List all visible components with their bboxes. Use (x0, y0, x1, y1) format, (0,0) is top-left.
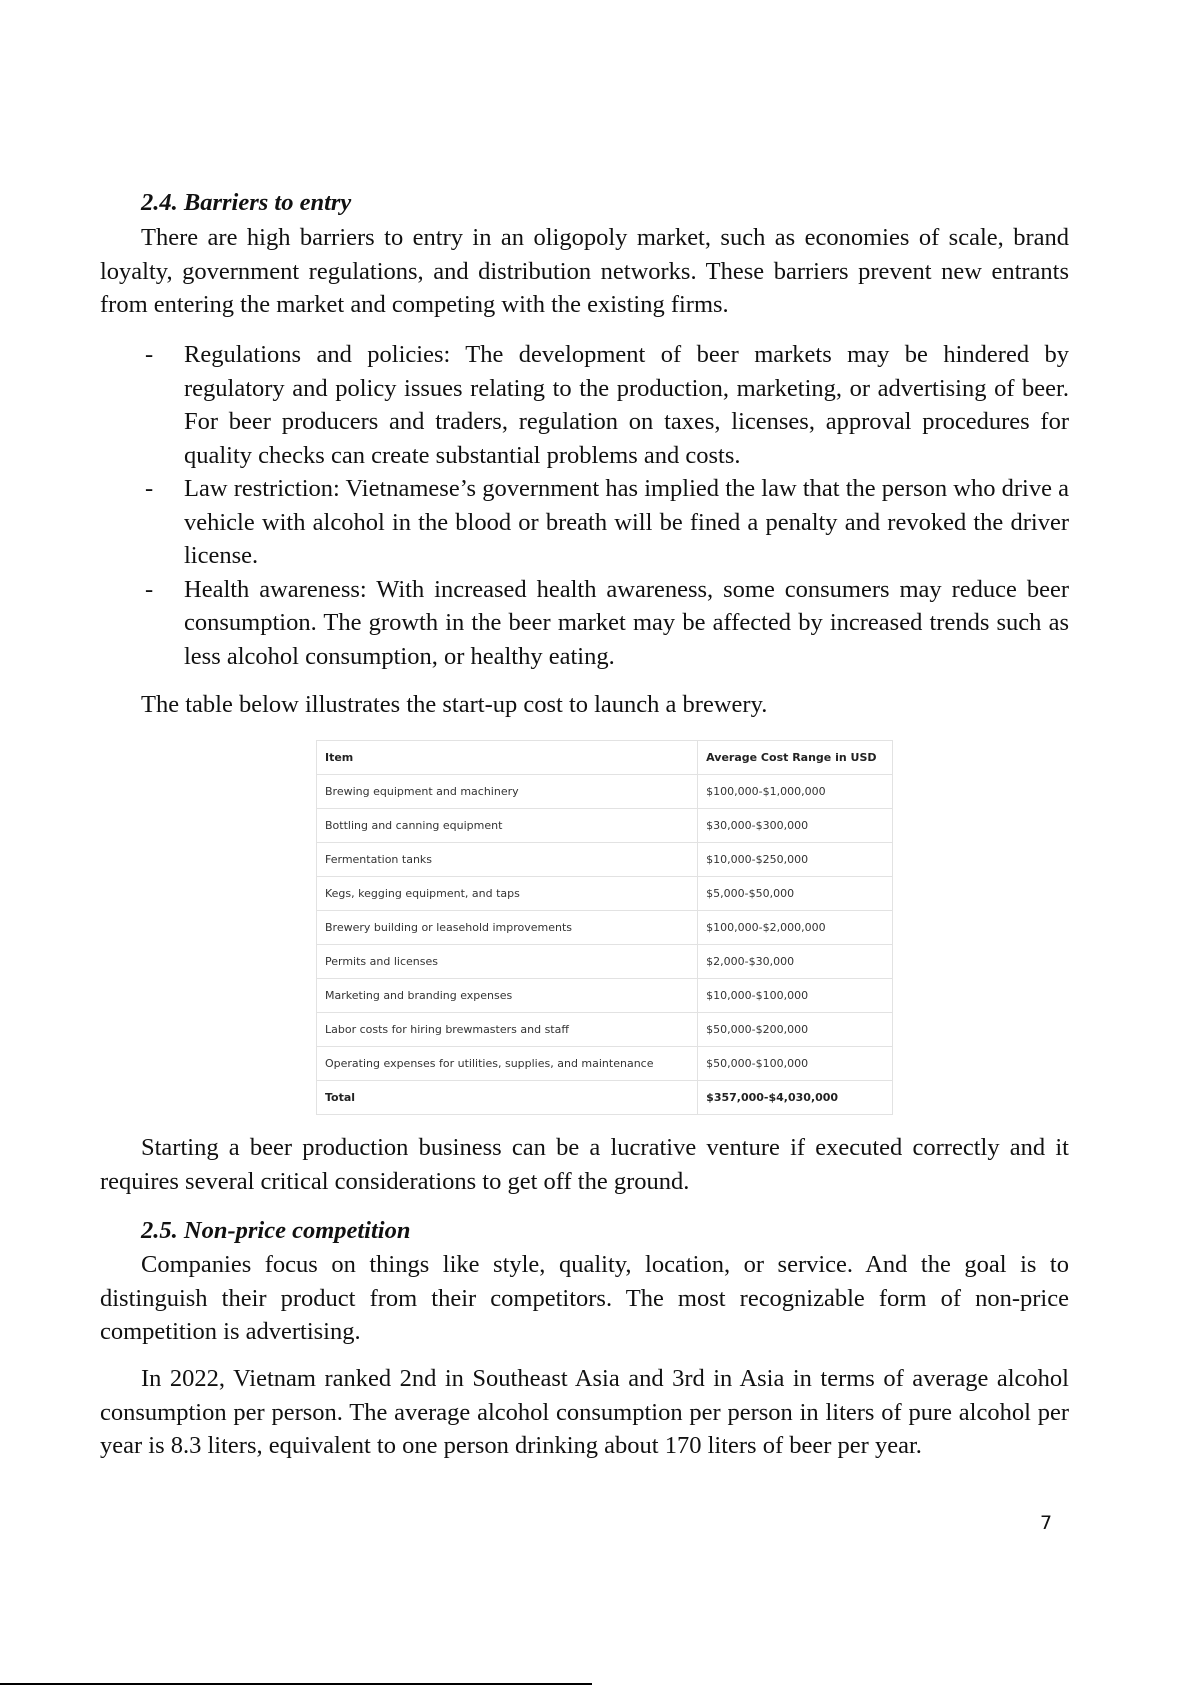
cost-cell: $50,000-$200,000 (698, 1013, 893, 1047)
alcohol-consumption-paragraph: In 2022, Vietnam ranked 2nd in Southeast Asia and 3rd in Asia in terms of average alcohol consumption per person. The average alcohol consumption per person in liters of pure alcohol per year is 8.3 liters, equivalent to one person drinking about 170 liters of beer per year. (100, 1365, 1069, 1459)
table-row (317, 911, 893, 945)
bullet-law-restriction (145, 472, 1069, 573)
cost-cell: $50,000-$100,000 (698, 1047, 893, 1081)
column-header-item: Item (317, 741, 698, 775)
table-row (317, 877, 893, 911)
total-label-cell: Total (317, 1081, 698, 1115)
table-row (317, 1013, 893, 1047)
barriers-bullet-list (145, 338, 1069, 673)
startup-conclusion-paragraph: Starting a beer production business can be a lucrative venture if executed correctly and it requires several critical considerations to get off the ground. (100, 1134, 1069, 1195)
section-heading-non-price-competition: 2.5. Non-price competition (141, 1217, 411, 1244)
non-price-paragraph: Companies focus on things like style, quality, location, or service. And the goal is to distinguish their product from their competitors. The most recognizable form of non-price competition is advertising. (100, 1251, 1069, 1345)
table-row (317, 809, 893, 843)
item-cell: Labor costs for hiring brewmasters and staff (317, 1013, 698, 1047)
item-cell: Marketing and branding expenses (317, 979, 698, 1013)
column-header-cost-range: Average Cost Range in USD (698, 741, 893, 775)
startup-cost-table (316, 740, 893, 1115)
table-total-row (317, 1081, 893, 1115)
item-cell: Fermentation tanks (317, 843, 698, 877)
table-row (317, 1047, 893, 1081)
table-row (317, 775, 893, 809)
section-heading-barriers-to-entry: 2.4. Barriers to entry (141, 189, 352, 216)
page-number: 7 (1040, 1512, 1053, 1534)
cost-cell: $100,000-$1,000,000 (698, 775, 893, 809)
cost-cell: $10,000-$250,000 (698, 843, 893, 877)
bullet-marker: - (145, 475, 154, 502)
cost-cell: $5,000-$50,000 (698, 877, 893, 911)
barriers-intro-paragraph: There are high barriers to entry in an oligopoly market, such as economies of scale, brand loyalty, government regulations, and distribution networks. These barriers prevent new entrants from entering the market and competing with the existing firms. (100, 224, 1069, 318)
table-header-row (317, 741, 893, 775)
item-cell: Permits and licenses (317, 945, 698, 979)
table-row (317, 843, 893, 877)
table-row (317, 945, 893, 979)
bullet-marker: - (145, 575, 154, 603)
cost-cell: $10,000-$100,000 (698, 979, 893, 1013)
table-intro-paragraph: The table below illustrates the start-up cost to launch a brewery. (141, 691, 768, 718)
cost-cell: $2,000-$30,000 (698, 945, 893, 979)
total-cost-cell: $357,000-$4,030,000 (698, 1081, 893, 1115)
bullet-text: Law restriction: Vietnamese’s government has implied the law that the person who drive a vehicle with alcohol in the blood or breath will be fined a penalty and revoked the driver license. (184, 475, 1069, 569)
item-cell: Kegs, kegging equipment, and taps (317, 877, 698, 911)
bullet-text: Regulations and policies: The development of beer markets may be hindered by regulatory and policy issues relating to the production, marketing, or advertising of beer. For beer producers and traders, regulation on taxes, licenses, approval procedures for quality checks can create substantial problems and costs. (184, 341, 1069, 469)
item-cell: Brewing equipment and machinery (317, 775, 698, 809)
bullet-regulations-and-policies (145, 338, 1069, 472)
item-cell: Bottling and canning equipment (317, 809, 698, 843)
item-cell: Operating expenses for utilities, supplies, and maintenance (317, 1047, 698, 1081)
bullet-marker: - (145, 341, 154, 368)
cost-cell: $100,000-$2,000,000 (698, 911, 893, 945)
table-row (317, 979, 893, 1013)
bullet-health-awareness (145, 573, 1069, 674)
bullet-text: Health awareness: With increased health awareness, some consumers may reduce beer consumption. The growth in the beer market may be affected by increased trends such as less alcohol consumption, or healthy eating. (184, 575, 1069, 670)
cost-cell: $30,000-$300,000 (698, 809, 893, 843)
item-cell: Brewery building or leasehold improvements (317, 911, 698, 945)
